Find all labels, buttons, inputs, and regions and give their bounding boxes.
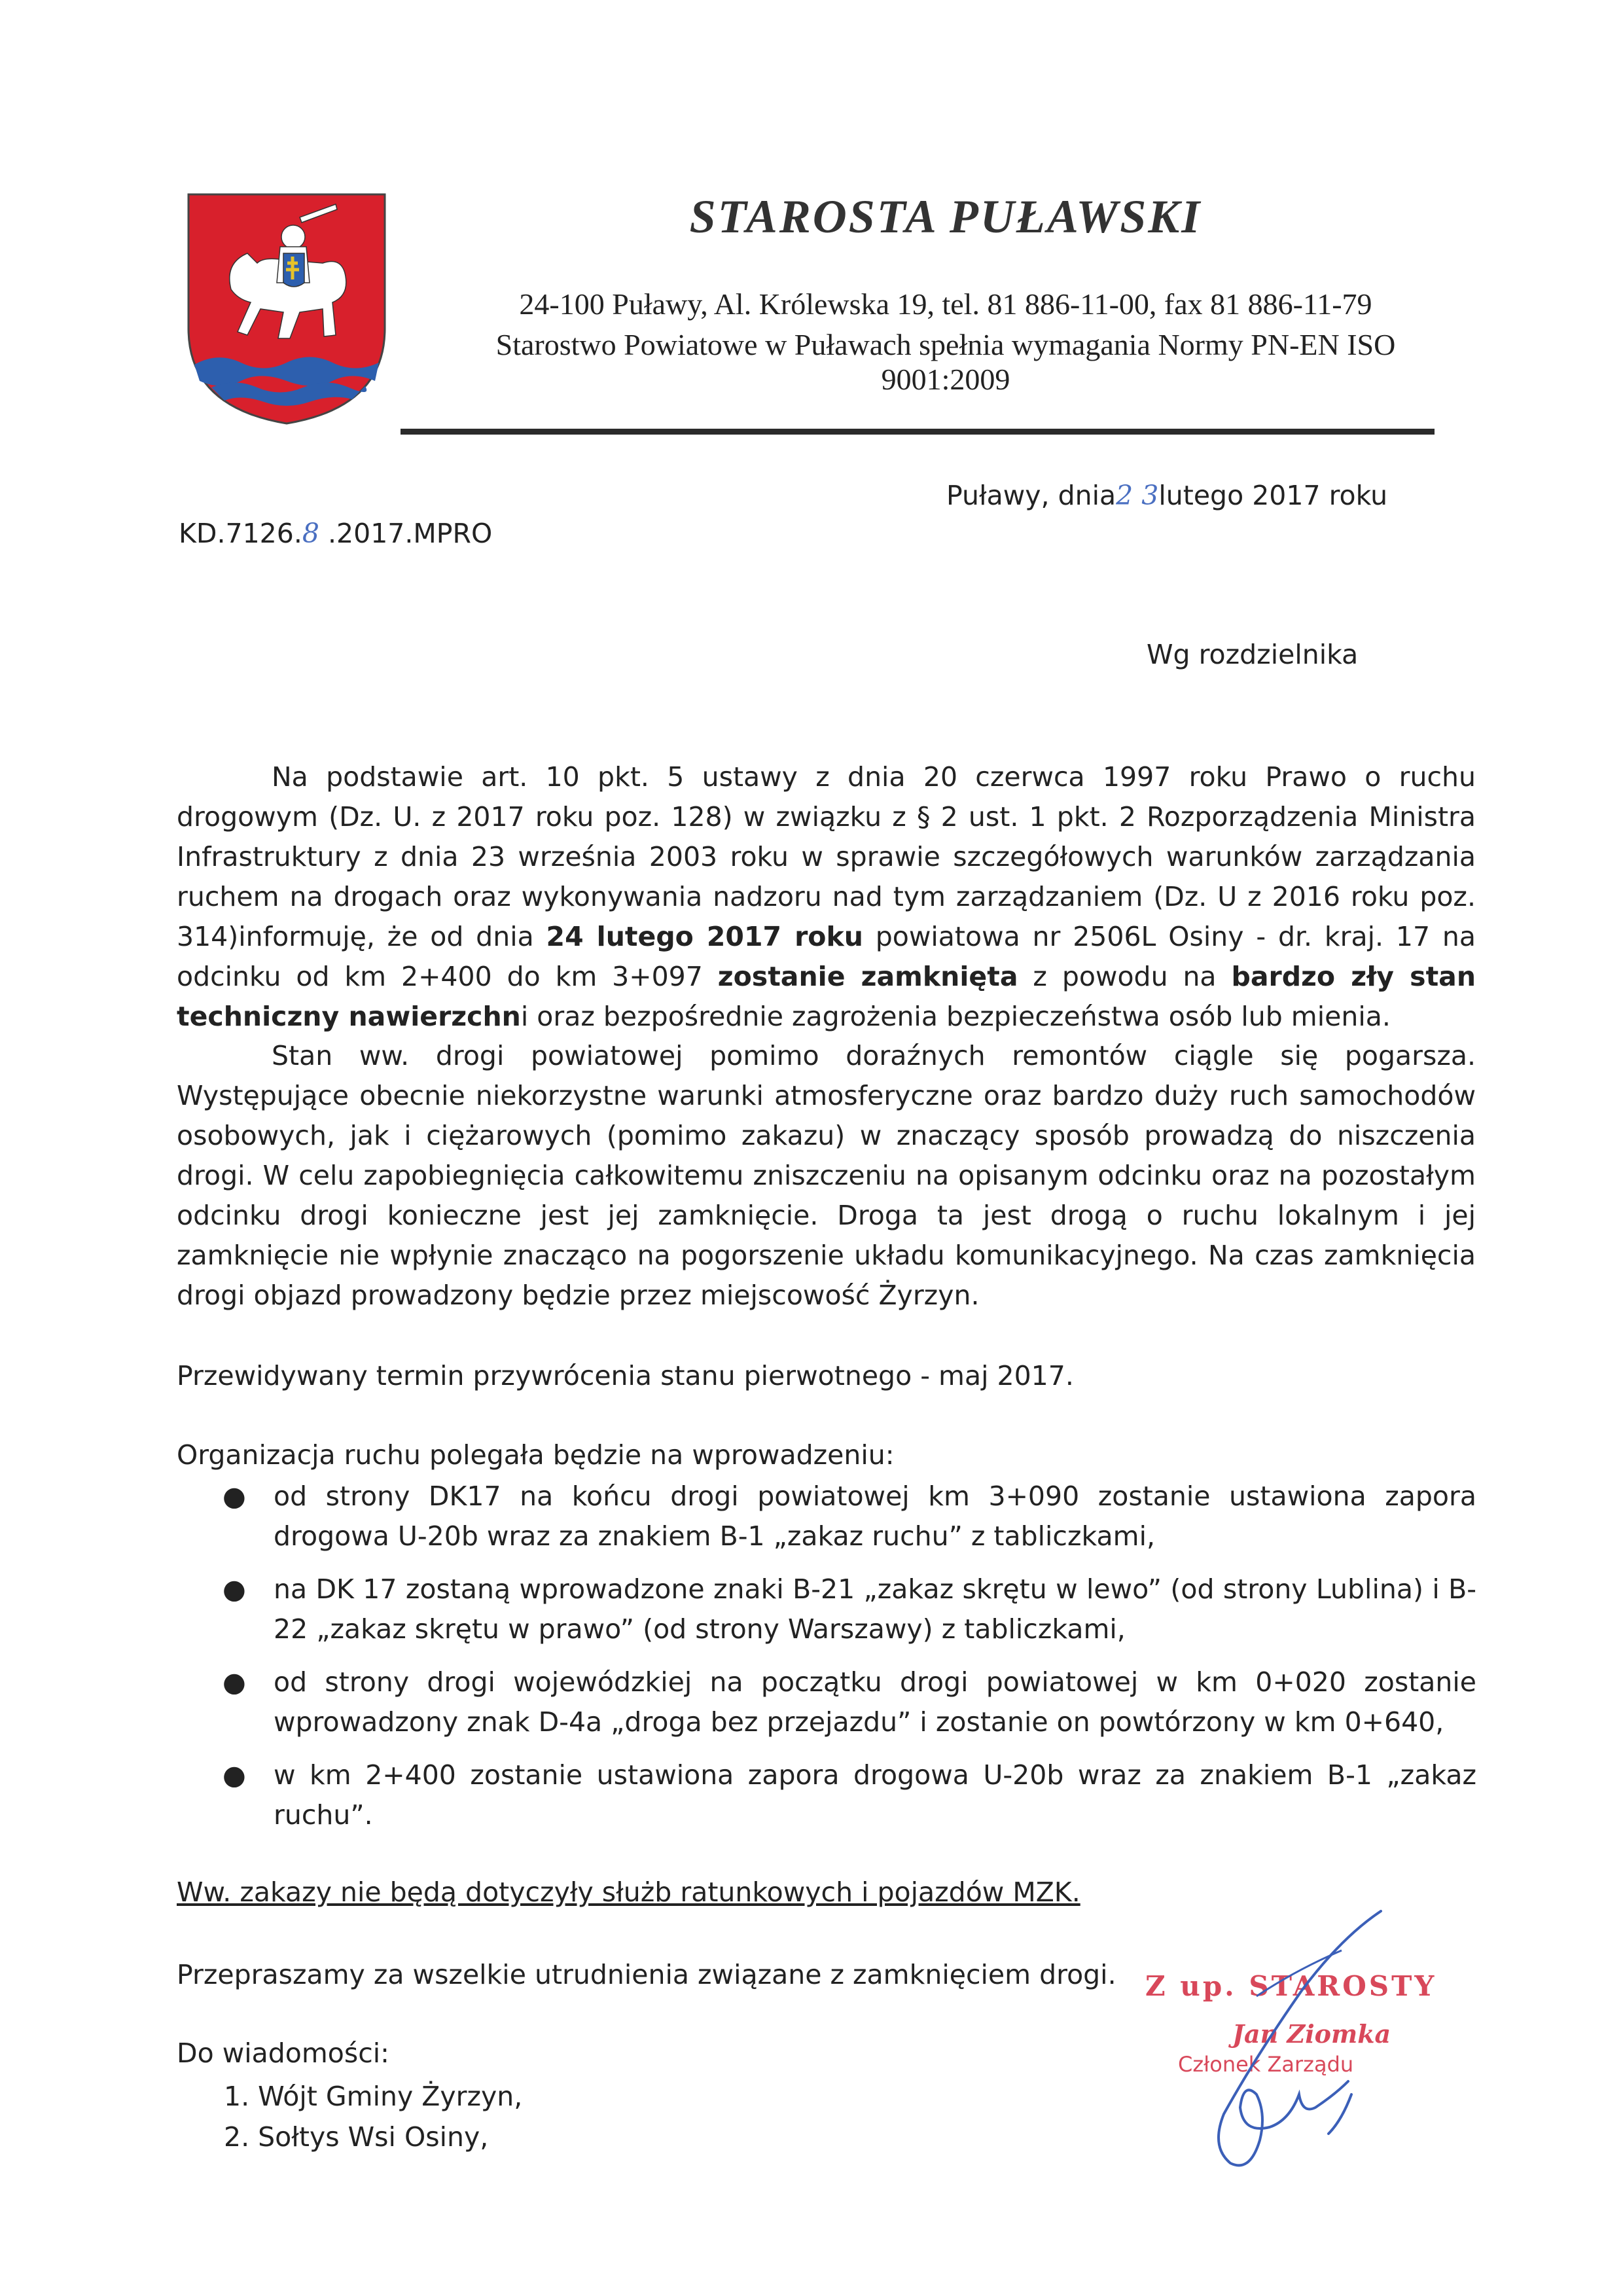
distribution-list	[177, 2076, 522, 2157]
stamp-name: Jan Ziomka	[1232, 2019, 1391, 2049]
date-suffix: lutego 2017 roku	[1158, 480, 1388, 511]
p1-bold-condition: bardzo zły stan techniczny nawierzchn	[177, 961, 1476, 1032]
p1-text-d: i oraz bezpośrednie zagrożenia bezpieczeństwa osób lub mienia.	[520, 1001, 1391, 1032]
list-item: ● w km 2+400 zostanie ustawiona zapora drogowa U-20b wraz za znakiem B-1 „zakaz ruchu”.	[175, 1755, 1476, 1835]
distribution-title: Do wiadomości:	[177, 2037, 389, 2069]
iso-number: 9001:2009	[881, 363, 1010, 396]
list-item: ● od strony drogi wojewódzkiej na początku drogi powiatowej w km 0+020 zostanie wprowadzony znak D-4a „droga bez przejazdu” i zostanie on powtórzony w km 0+640,	[175, 1662, 1476, 1742]
reference-handwritten-number: 8	[302, 518, 319, 549]
bullet-icon: ●	[223, 1573, 246, 1605]
paragraph-traffic-organization: Organizacja ruchu polegała będzie na wprowadzeniu:	[177, 1439, 895, 1471]
recipient-line: Wg rozdzielnika	[1147, 639, 1359, 670]
date-prefix: Puławy, dnia	[946, 480, 1116, 511]
document-date	[946, 480, 1387, 511]
list-item: 1. Wójt Gminy Żyrzyn,	[224, 2081, 523, 2112]
p1-bold-closure: zostanie zamknięta	[717, 961, 1018, 992]
case-reference	[179, 518, 492, 549]
reference-prefix: KD.7126.	[179, 518, 302, 549]
reference-suffix: .2017.MPRO	[319, 518, 493, 549]
apology-line: Przepraszamy za wszelkie utrudnienia związane z zamknięciem drogi.	[177, 1959, 1116, 1990]
traffic-measures-list	[175, 1477, 1476, 1848]
paragraph-restoration-date: Przewidywany termin przywrócenia stanu pierwotnego - maj 2017.	[177, 1360, 1074, 1391]
header-divider	[401, 429, 1435, 435]
date-handwritten-day: 2 3	[1116, 480, 1159, 511]
list-item: ● od strony DK17 na końcu drogi powiatowej km 3+090 zostanie ustawiona zapora drogowa U-20b wraz za znakiem B-1 „zakaz ruchu” z tabliczkami,	[175, 1477, 1476, 1556]
list-item: 2. Sołtys Wsi Osiny,	[224, 2121, 489, 2153]
p1-text-a: Na podstawie art. 10 pkt. 5 ustawy z dnia 20 czerwca 1997 roku Prawo o ruchu drogowym (Dz. U. z 2017 roku poz. 128) w związku z § 2 ust. 1 pkt. 2 Rozporządzenia Ministra Infrastruktury z dnia 23 września 2003 roku w sprawie szczegółowych warunków zarządzania ruchem na drogach oraz wykonywania nadzoru nad tym zarządzaniem (Dz. U z 2016 roku poz. 314)informuję, że od dnia	[177, 761, 1476, 952]
bullet-icon: ●	[223, 1666, 246, 1698]
stamp-position: Członek Zarządu	[1178, 2052, 1354, 2077]
issuer-address: 24-100 Puławy, Al. Królewska 19, tel. 81 886-11-00, fax 81 886-11-79	[519, 287, 1372, 321]
handwritten-signature-icon	[1178, 1898, 1400, 2179]
p1-text-c: z powodu na	[1018, 961, 1232, 992]
paragraph-legal-basis	[177, 757, 1476, 1037]
issuer-title: STAROSTA PUŁAWSKI	[689, 190, 1202, 243]
powiat-crest-icon	[185, 191, 388, 427]
stamp-authority: Z up. STAROSTY	[1145, 1970, 1437, 2002]
list-item: ● na DK 17 zostaną wprowadzone znaki B-21 „zakaz skrętu w lewo” (od strony Lublina) i B-22 „zakaz skrętu w prawo” (od strony Warszawy) z tabliczkami,	[175, 1570, 1476, 1649]
paragraph-road-condition	[177, 1036, 1476, 1316]
bullet-icon: ●	[223, 1759, 246, 1791]
bullet-icon: ●	[223, 1480, 246, 1512]
exemption-notice: Ww. zakazy nie będą dotyczyły służb ratunkowych i pojazdów MZK.	[177, 1876, 1080, 1908]
p1-bold-date: 24 lutego 2017 roku	[546, 921, 863, 952]
p2-text: Stan ww. drogi powiatowej pomimo doraźnych remontów ciągle się pogarsza. Występujące obecnie niekorzystne warunki atmosferyczne oraz bardzo duży ruch samochodów osobowych, jak i ciężarowych (pomimo zakazu) w znaczący sposób prowadzą do niszczenia drogi. W celu zapobiegnięcia całkowitemu zniszczeniu na opisanym odcinku oraz na pozostałym odcinku drogi konieczne jest jej zamknięcie. Droga ta jest drogą o ruchu lokalnym i jej zamknięcie nie wpłynie znacząco na pogorszenie układu komunikacyjnego. Na czas zamknięcia drogi objazd prowadzony będzie przez miejscowość Żyrzyn.	[177, 1040, 1476, 1311]
iso-statement: Starostwo Powiatowe w Puławach spełnia wymagania Normy PN-EN ISO	[495, 328, 1396, 361]
p1-text-b: powiatowa nr 2506L Osiny - dr. kraj. 17 na odcinku od km 2+400 do km 3+097	[177, 921, 1476, 992]
